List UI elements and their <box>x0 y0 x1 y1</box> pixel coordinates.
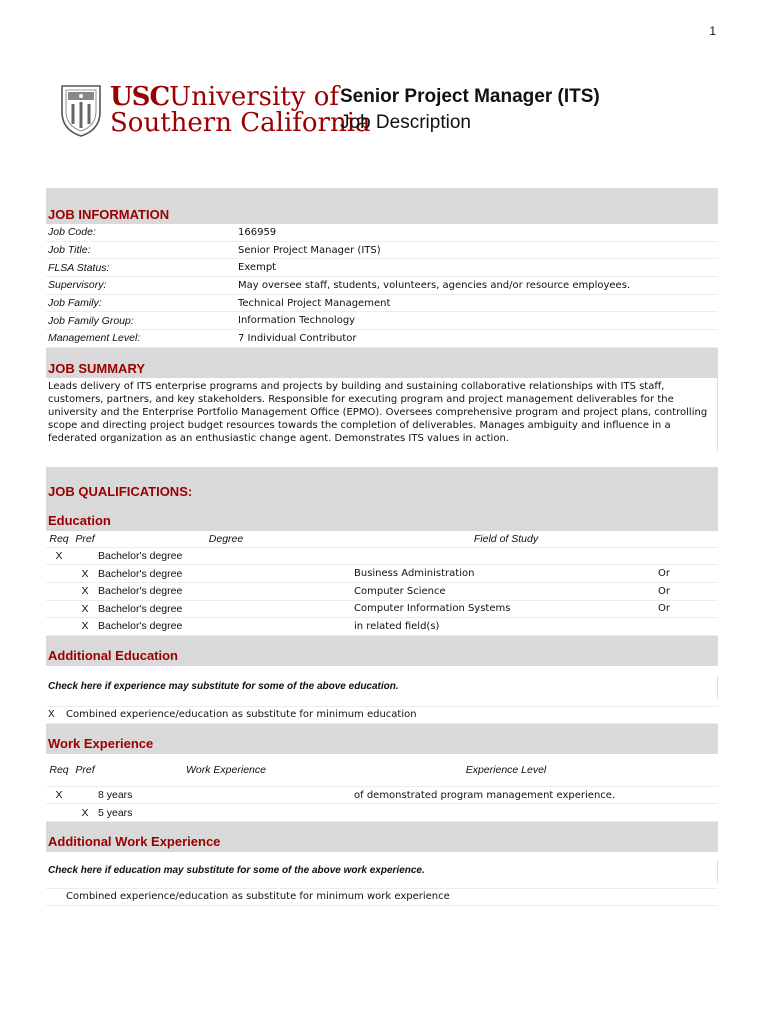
info-row: FLSA Status: Exempt <box>46 259 718 277</box>
table-row: X 5 years <box>46 804 718 822</box>
additional-work-experience-check-text: Check here if education may substitute for some of the above work experience. <box>46 860 718 882</box>
usc-seal-icon <box>58 82 104 138</box>
job-information-table <box>46 224 718 348</box>
info-row: Management Level: 7 Individual Contributor <box>46 330 718 348</box>
work-experience-heading: Work Experience <box>46 724 718 754</box>
table-row: X 8 years of demonstrated program management experience. <box>46 787 718 805</box>
page-number: 1 <box>709 24 716 38</box>
usc-logo-wordmark: USCUniversity of Southern California <box>110 82 371 138</box>
info-row: Job Family Group: Information Technology <box>46 312 718 330</box>
work-experience-table <box>46 754 718 822</box>
additional-education-item: X Combined experience/education as substitute for minimum education <box>46 706 718 724</box>
work-experience-table-header: Req Pref Work Experience Experience Level <box>46 754 718 787</box>
job-description-body <box>46 188 718 906</box>
additional-work-experience-heading: Additional Work Experience <box>46 822 718 852</box>
info-row: Supervisory: May oversee staff, students, volunteers, agencies and/or resource employees. <box>46 277 718 295</box>
document-title: Senior Project Manager (ITS) <box>340 86 600 107</box>
info-row: Job Title: Senior Project Manager (ITS) <box>46 242 718 260</box>
education-table <box>46 531 718 636</box>
table-row: X Bachelor's degree in related field(s) <box>46 618 718 636</box>
document-subtitle: Job Description <box>340 112 471 133</box>
job-summary-heading: JOB SUMMARY <box>46 348 718 378</box>
education-heading: Education <box>46 501 718 531</box>
table-row: X Bachelor's degree Business Administration Or <box>46 565 718 583</box>
info-row: Job Code: 166959 <box>46 224 718 242</box>
job-information-heading: JOB INFORMATION <box>46 188 718 224</box>
job-summary-text: Leads delivery of ITS enterprise programs and projects by building and sustaining collaborative relationships with ITS staff, customers, partners, and key stakeholders. Responsible for executing program and project management deliverables for the university and the Enterprise Portfolio Management Office (EPMO). Oversees comprehensive program and project plans, controlling scope and directing project budget resources towards the completion of deliverables. Manages ambiguity and influence in a federated organization as an enthusiastic change agent. Demonstrates ITS values in action. <box>46 378 718 451</box>
title-block <box>340 86 600 134</box>
job-qualifications-heading: JOB QUALIFICATIONS: <box>46 467 718 501</box>
document-header <box>58 82 718 142</box>
table-row: X Bachelor's degree Computer Science Or <box>46 583 718 601</box>
table-row: X Bachelor's degree <box>46 548 718 566</box>
additional-education-heading: Additional Education <box>46 636 718 666</box>
additional-work-experience-item: Combined experience/education as substitute for minimum work experience <box>46 888 718 906</box>
additional-education-check-text: Check here if experience may substitute for some of the above education. <box>46 676 718 698</box>
table-row: X Bachelor's degree Computer Information Systems Or <box>46 601 718 619</box>
education-table-header: Req Pref Degree Field of Study <box>46 531 718 548</box>
info-row: Job Family: Technical Project Management <box>46 295 718 313</box>
